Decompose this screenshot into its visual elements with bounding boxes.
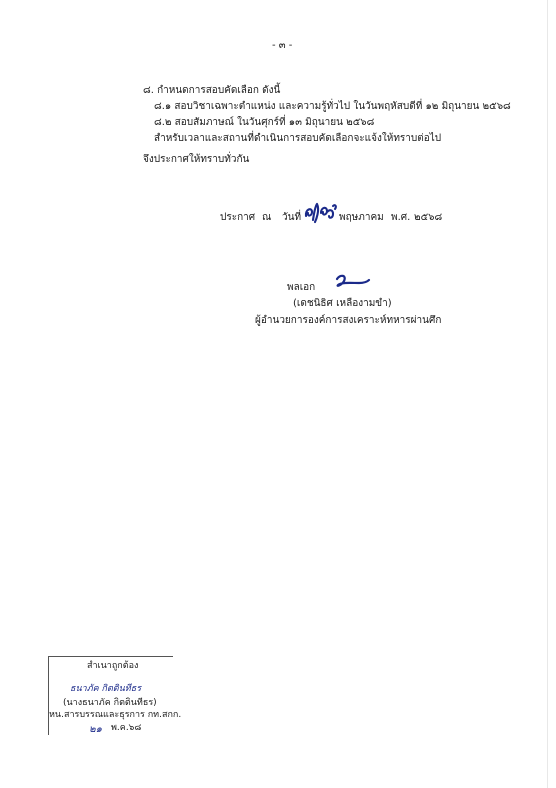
closing-statement: จึงประกาศให้ทราบทั่วกัน xyxy=(143,154,250,165)
section-item-written-exam: ๘.๑ สอบวิชาเฉพาะตำแหน่ง และความรู้ทั่วไป ในวันพฤหัสบดีที่ ๑๒ มิถุนายน ๒๕๖๘ xyxy=(154,101,511,112)
handwritten-day xyxy=(303,198,339,226)
day-label: วันที่ xyxy=(282,212,302,223)
page-number: - ๓ - xyxy=(272,40,293,51)
certified-day-handwritten xyxy=(87,721,111,735)
certified-date: พ.ค.๖๘ xyxy=(111,723,142,733)
certifier-position: หน.สารบรรณและธุรการ กท.สกก. xyxy=(49,710,182,720)
section-note: สำหรับเวลาและสถานที่ดำเนินการสอบคัดเลือกจะแจ้งให้ทราบต่อไป xyxy=(154,133,442,144)
svg-text:๒๑: ๒๑ xyxy=(89,724,102,735)
month-text: พฤษภาคม xyxy=(339,212,384,223)
section-heading: ๘. กำหนดการสอบคัดเลือก ดังนี้ xyxy=(143,85,281,96)
signatory-name: (เดชนิธิศ เหลืองามขำ) xyxy=(293,298,392,309)
certified-copy-box xyxy=(48,656,182,735)
certifier-signature-text: ธนาภัค กิตตินทีธร xyxy=(70,684,142,694)
certified-copy-title: สำเนาถูกต้อง xyxy=(87,661,139,671)
certifier-name: (นางธนาภัค กิตตินทีธร) xyxy=(63,698,157,708)
year-text: ๒๕๖๘ xyxy=(414,212,443,223)
section-item-interview: ๘.๒ สอบสัมภาษณ์ ในวันศุกร์ที่ ๑๓ มิถุนายน ๒๕๖๘ xyxy=(154,117,375,128)
era-label: พ.ศ. xyxy=(391,212,411,223)
certifier-signature xyxy=(67,677,163,697)
announced-label: ประกาศ xyxy=(220,212,256,223)
signatory-position: ผู้อำนวยการองค์การสงเคราะห์ทหารผ่านศึก xyxy=(255,315,442,326)
signatory-rank: พลเอก xyxy=(287,282,316,293)
signatory-signature xyxy=(332,272,372,292)
at-label: ณ xyxy=(262,212,272,223)
page-edge-line xyxy=(547,0,548,788)
